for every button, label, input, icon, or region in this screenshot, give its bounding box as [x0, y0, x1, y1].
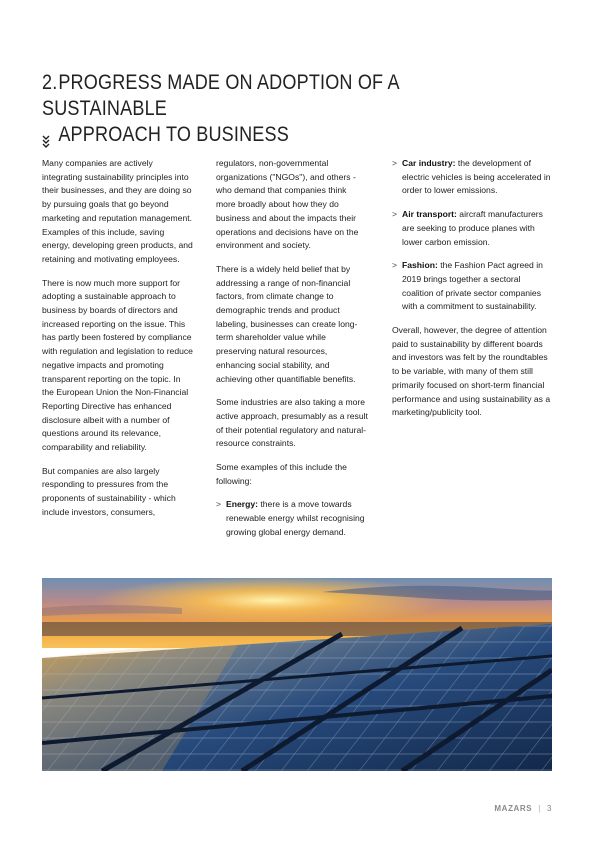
- text-column-3: [392, 157, 554, 430]
- paragraph: Some industries are also taking a more active approach, presumably as a result of their potential regulatory and natural-resource constraints.: [216, 397, 368, 449]
- paragraph: There is now much more support for adopting a sustainable approach to business by boards of directors and increased reporting on the issue. This has partly been fostered by compliance with regulation and legislation to reduce negative impacts and promoting transparent reporting on the topic. In the European Union the Non-Financial Reporting Directive has enhanced disclosure albeit with a number of questions around its relevance, comparability and reliability.: [42, 277, 193, 453]
- bullet-text: aircraft manufacturers are seeking to produce planes with lower carbon emission.: [402, 209, 543, 247]
- paragraph: Overall, however, the degree of attention paid to sustainability by different boards and investors was felt by the roundtables to be variable, with many of them still primarily focused on short-term financial performance and using sustainability as a marketing/publicity tool.: [392, 325, 551, 418]
- bullet-label: Air transport:: [402, 209, 457, 220]
- bullet-label: Fashion:: [402, 260, 438, 271]
- list-item-car-industry: [392, 157, 554, 198]
- bullet-marker: >: [392, 260, 398, 271]
- section-heading: [42, 70, 489, 148]
- text-column-2: [216, 157, 368, 550]
- bullet-text: the development of electric vehicles is being accelerated in order to lower emissions.: [402, 158, 551, 196]
- list-item-air-transport: [392, 208, 554, 249]
- heading-line-2: APPROACH TO BUSINESS: [58, 123, 289, 146]
- double-chevron-down-icon: [41, 134, 51, 148]
- bullet-label: Car industry:: [402, 158, 456, 168]
- paragraph: regulators, non-governmental organizations ("NGOs"), and others - who demand that companies think more broadly about how they do business and about the impacts their operations and decisions have on the environment and society.: [216, 158, 359, 251]
- paragraph: But companies are also largely responding to pressures from the proponents of sustainability - which include investors, consumers,: [42, 465, 176, 517]
- paragraph: There is a widely held belief that by addressing a range of non-financial factors, from climate change to demographic trends and product labeling, businesses can create long-term shareholder value while preserving natural resources, enhancing social stability, and achieving other quantifiable benefits.: [216, 263, 358, 384]
- brand-name: MAZARS: [494, 804, 533, 813]
- bullet-marker: >: [392, 209, 398, 220]
- paragraph: Many companies are actively integrating sustainability principles into their businesses, and they are doing so by pursuing goals that go beyond marketing and reputation management. Examples of this include, saving energy, developing green products, and retaining and motivating employees.: [42, 158, 193, 264]
- section-number: 2.: [42, 71, 58, 94]
- bullet-text: there is a move towards renewable energy whilst recognising growing global energy demand.: [226, 499, 365, 537]
- bullet-marker: >: [392, 158, 398, 168]
- footer-separator: |: [538, 804, 541, 813]
- bullet-marker: >: [216, 499, 222, 510]
- solar-panels-sunset-photo: [42, 578, 552, 771]
- paragraph: Some examples of this include the following:: [216, 462, 347, 486]
- list-item-energy: [216, 498, 368, 539]
- page-number: 3: [546, 804, 552, 813]
- list-item-fashion: [392, 259, 554, 314]
- text-column-1: [42, 157, 194, 530]
- page-footer: [494, 804, 552, 813]
- bullet-text: the Fashion Pact agreed in 2019 brings together a sectoral coalition of private sector companies with a commitment to sustainability.: [402, 260, 543, 312]
- bullet-label: Energy:: [226, 499, 258, 510]
- solar-panels-illustration: [42, 578, 552, 771]
- heading-line-1: PROGRESS MADE ON ADOPTION OF A SUSTAINABLE: [42, 71, 399, 120]
